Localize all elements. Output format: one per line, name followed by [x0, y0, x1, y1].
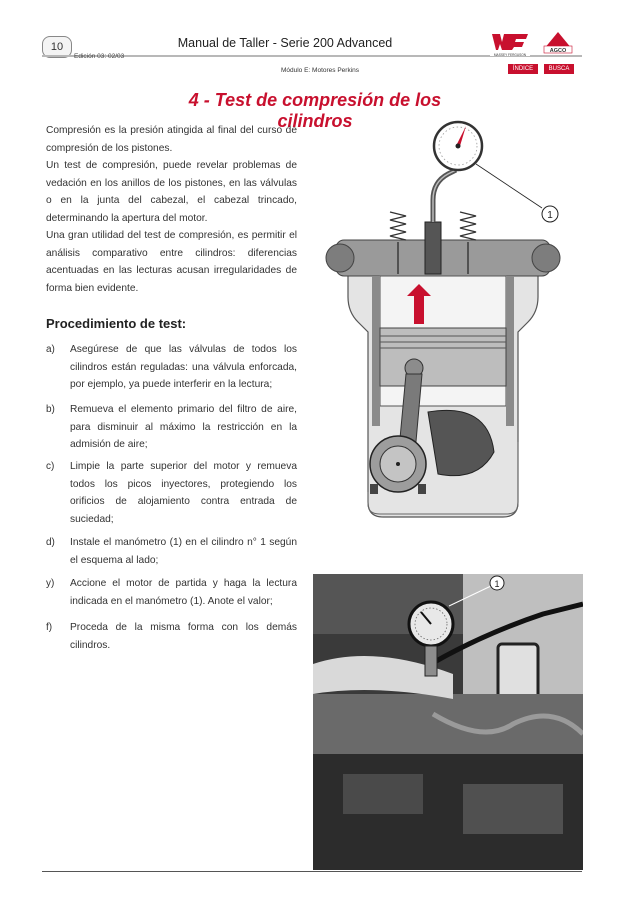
piston	[380, 328, 506, 386]
gauge-adaptor	[425, 222, 441, 274]
step-label-d: d)	[46, 537, 55, 548]
step-text-b: Remueva el elemento primario del filtro de aire, para disminuir al máximo la restricción en la admisión de aire;	[70, 404, 297, 451]
cylinder-compression-diagram	[318, 112, 588, 524]
intro-paragraph-1: Compresión es la presión atingida al final del curso de compresión de los pistones.	[46, 125, 297, 154]
step-text-y: Accione el motor de partida y haga la lectura indicada en el manómetro (1). Anote el valor;	[70, 578, 297, 607]
intro-paragraph-3: Una gran utilidad del test de compresión, es permitir el análisis comparativo entre cilindros: diferencias acentuadas en las lecturas acusan irregularidades de forma bien evidente.	[46, 230, 297, 294]
intake-port	[326, 244, 354, 272]
procedure-title: Procedimiento de test:	[46, 316, 187, 331]
photo-callout-number: 1	[494, 579, 500, 589]
step-label-c: c)	[46, 461, 55, 472]
step-text-c: Limpie la parte superior del motor y remueva todos los picos inyectores, protegiendo los orificios de alojamiento contra entrada de suciedad;	[70, 461, 297, 525]
cylinder-head	[336, 240, 550, 276]
footer-divider	[42, 871, 582, 872]
index-button[interactable]: ÍNDICE	[508, 64, 538, 74]
step-text-a: Asegúrese de que las válvulas de todos los cilindros están reguladas: una válvula enforcada, por ejemplo, ya puede interferir en la lectura;	[70, 344, 297, 391]
agco-logo	[541, 31, 575, 55]
step-label-b: b)	[46, 404, 55, 415]
step-text-f: Proceda de la misma forma con los demás cilindros.	[70, 622, 297, 651]
logo-agco-text: AGCO	[549, 48, 567, 54]
intro-paragraph-2: Un test de compresión, puede revelar problemas de vedación en los anillos de los pistones, en las válvulas o en la junta del cabezal, el cabezal trincado, determinando la apertura del motor.	[46, 160, 297, 224]
logo-mf-text: MASSEY FERGUSON	[493, 53, 527, 57]
gauge-hose	[433, 170, 456, 222]
diagram-callout-line	[476, 164, 542, 208]
step-label-f: f)	[46, 622, 53, 633]
module-label: Módulo E: Motores Perkins	[280, 67, 360, 74]
gauge-installation-photo	[313, 574, 583, 870]
massey-ferguson-logo	[488, 30, 532, 58]
page-title: 4 - Test de compresión de los cilindros	[188, 90, 442, 131]
manual-title: Manual de Taller - Serie 200 Advanced	[177, 36, 393, 50]
search-button[interactable]: BUSCA	[544, 64, 574, 74]
step-label-a: a)	[46, 344, 55, 355]
diagram-callout-number: 1	[547, 210, 553, 221]
cylinder-wall-right	[506, 276, 514, 426]
step-label-y: y)	[46, 578, 55, 589]
step-text-d: Instale el manómetro (1) en el cilindro n° 1 según el esquema al lado;	[70, 537, 297, 566]
cylinder-wall-left	[372, 276, 380, 426]
exhaust-port	[532, 244, 560, 272]
page-number: 10	[42, 36, 72, 58]
edition-label: Edición 03: 02/03	[74, 53, 125, 60]
